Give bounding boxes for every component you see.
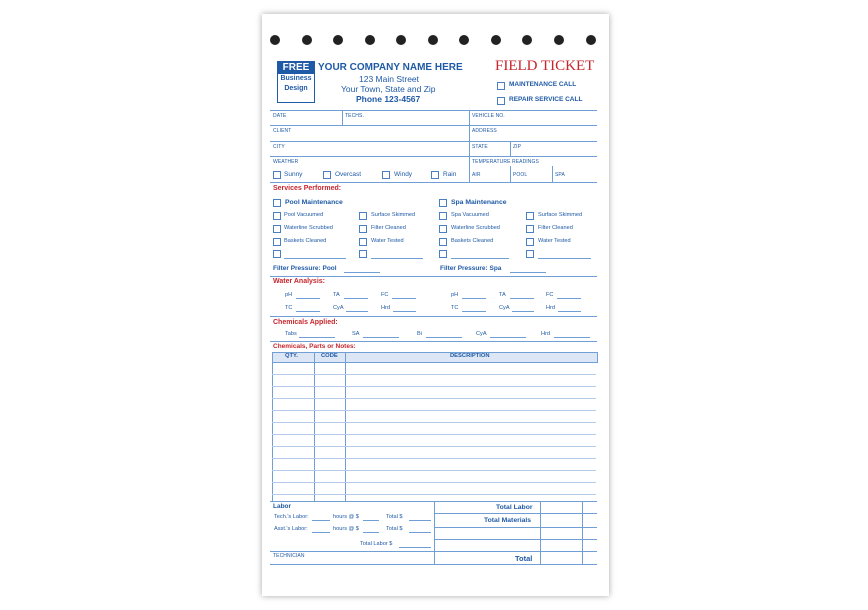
- grand-total-label: Total: [515, 554, 533, 563]
- weather-windy-checkbox[interactable]: [382, 171, 390, 179]
- pool-item: Pool Vacuumed: [284, 212, 324, 218]
- services-heading: Services Performed:: [273, 185, 342, 192]
- spa-ta-label: TA: [499, 292, 506, 298]
- pool-ph-label: pH: [285, 292, 293, 298]
- weather-sunny-label: Sunny: [284, 171, 303, 178]
- tech-labor-label: Tech.'s Labor:: [274, 514, 309, 520]
- spa-item: Spa Vacuumed: [451, 212, 489, 218]
- pool-hrd-label: Hrd: [381, 305, 391, 311]
- asst-hours-label: hours @ $: [333, 526, 359, 532]
- spa-waterline-checkbox[interactable]: [439, 225, 447, 233]
- pool-surface-skimmed-checkbox[interactable]: [359, 212, 367, 220]
- binder-hole: [270, 35, 280, 45]
- binder-hole: [491, 35, 501, 45]
- technician-label: TECHNICIAN: [273, 553, 305, 559]
- spa-filter-cleaned-checkbox[interactable]: [526, 225, 534, 233]
- water-analysis-heading: Water Analysis:: [273, 278, 325, 285]
- tech-total-label: Total $: [386, 514, 403, 520]
- pool-item: Filter Cleaned: [371, 225, 406, 231]
- spa-ph-label: pH: [451, 292, 459, 298]
- pool-waterline-checkbox[interactable]: [273, 225, 281, 233]
- spa-other-checkbox[interactable]: [526, 250, 534, 258]
- col-description: DESCRIPTION: [450, 353, 490, 359]
- maintenance-call-label: MAINTENANCE CALL: [509, 81, 577, 88]
- date-label: DATE: [273, 113, 287, 119]
- pool-other-checkbox[interactable]: [273, 250, 281, 258]
- total-materials-label: Total Materials: [484, 517, 532, 524]
- col-qty: QTY.: [285, 353, 298, 359]
- city-label: CITY: [273, 144, 285, 150]
- temp-pool-label: POOL: [513, 172, 528, 178]
- spa-other-checkbox[interactable]: [439, 250, 447, 258]
- binder-hole: [396, 35, 406, 45]
- company-phone: Phone 123-4567: [356, 94, 421, 104]
- chemical-hrd-label: Hrd: [541, 331, 551, 337]
- weather-rain-label: Rain: [443, 171, 457, 178]
- weather-windy-label: Windy: [394, 171, 413, 178]
- logo-line2: Business: [280, 75, 312, 82]
- spa-maintenance-checkbox[interactable]: [439, 199, 447, 207]
- binder-hole: [333, 35, 343, 45]
- spa-fc-label: FC: [546, 292, 554, 298]
- pool-fc-label: FC: [381, 292, 389, 298]
- notes-heading: Chemicals, Parts or Notes:: [273, 343, 356, 350]
- asst-labor-label: Asst.'s Labor:: [274, 526, 308, 532]
- logo-free: FREE: [278, 62, 314, 74]
- company-street: 123 Main Street: [359, 74, 420, 84]
- maintenance-call-checkbox[interactable]: [497, 82, 505, 90]
- pool-item: Surface Skimmed: [371, 212, 416, 218]
- weather-overcast-checkbox[interactable]: [323, 171, 331, 179]
- company-logo: [277, 61, 315, 103]
- temperature-label: TEMPERATURE READINGS: [472, 159, 539, 165]
- repair-call-label: REPAIR SERVICE CALL: [509, 96, 583, 103]
- pool-filter-cleaned-checkbox[interactable]: [359, 225, 367, 233]
- pool-water-tested-checkbox[interactable]: [359, 238, 367, 246]
- pool-item: Water Tested: [371, 238, 404, 244]
- spa-water-tested-checkbox[interactable]: [526, 238, 534, 246]
- spa-hrd-label: Hrd: [546, 305, 556, 311]
- spa-cya-label: CyA: [499, 305, 510, 311]
- filter-pressure-pool-label: Filter Pressure: Pool: [273, 265, 337, 272]
- labor-heading: Labor: [273, 503, 292, 510]
- tech-hours-label: hours @ $: [333, 514, 359, 520]
- binder-hole: [428, 35, 438, 45]
- vehicle-no-label: VEHICLE NO.: [472, 113, 505, 119]
- binder-hole: [459, 35, 469, 45]
- pool-vacuumed-checkbox[interactable]: [273, 212, 281, 220]
- address-label: ADDRESS: [472, 128, 497, 134]
- binder-hole: [522, 35, 532, 45]
- pool-maintenance-label: Pool Maintenance: [285, 199, 343, 206]
- pool-maintenance-checkbox[interactable]: [273, 199, 281, 207]
- spa-item: Baskets Cleaned: [451, 238, 494, 244]
- spa-item: Water Tested: [538, 238, 571, 244]
- spa-surface-skimmed-checkbox[interactable]: [526, 212, 534, 220]
- chemical-cya-label: CyA: [476, 331, 487, 337]
- spa-maintenance-label: Spa Maintenance: [451, 199, 507, 206]
- chemicals-applied-heading: Chemicals Applied:: [273, 319, 338, 326]
- weather-label: WEATHER: [273, 159, 299, 165]
- pool-cya-label: CyA: [333, 305, 344, 311]
- binder-hole: [365, 35, 375, 45]
- spa-item: Filter Cleaned: [538, 225, 573, 231]
- spa-item: Waterline Scrubbed: [451, 225, 500, 231]
- client-label: CLIENT: [273, 128, 292, 134]
- filter-pressure-spa-label: Filter Pressure: Spa: [440, 265, 502, 272]
- form-title: FIELD TICKET: [495, 58, 595, 74]
- col-code: CODE: [321, 353, 338, 359]
- spa-item: Surface Skimmed: [538, 212, 583, 218]
- weather-sunny-checkbox[interactable]: [273, 171, 281, 179]
- total-labor-dollar-label: Total Labor $: [360, 541, 393, 547]
- binder-hole: [554, 35, 564, 45]
- repair-call-checkbox[interactable]: [497, 97, 505, 105]
- pool-other-checkbox[interactable]: [359, 250, 367, 258]
- asst-total-label: Total $: [386, 526, 403, 532]
- pool-baskets-checkbox[interactable]: [273, 238, 281, 246]
- spa-vacuumed-checkbox[interactable]: [439, 212, 447, 220]
- company-name: YOUR COMPANY NAME HERE: [318, 62, 463, 73]
- chemical-tabs-label: Tabs: [285, 331, 297, 337]
- logo-line3: Design: [284, 85, 308, 92]
- techs-label: TECHS.: [345, 113, 364, 119]
- pool-item: Waterline Scrubbed: [284, 225, 333, 231]
- state-label: STATE: [472, 144, 488, 150]
- weather-overcast-label: Overcast: [335, 171, 362, 178]
- weather-rain-checkbox[interactable]: [431, 171, 439, 179]
- binder-hole: [586, 35, 596, 45]
- chemical-bi-label: Bi: [417, 331, 422, 337]
- pool-item: Baskets Cleaned: [284, 238, 327, 244]
- temp-air-label: AIR: [472, 172, 481, 178]
- chemical-sa-label: SA: [352, 331, 360, 337]
- zip-label: ZIP: [513, 144, 522, 150]
- spa-tc-label: TC: [451, 305, 459, 311]
- total-labor-label: Total Labor: [496, 504, 533, 511]
- pool-tc-label: TC: [285, 305, 293, 311]
- temp-spa-label: SPA: [555, 172, 565, 178]
- company-city: Your Town, State and Zip: [341, 84, 436, 94]
- pool-ta-label: TA: [333, 292, 340, 298]
- spa-baskets-checkbox[interactable]: [439, 238, 447, 246]
- field-ticket-form: [262, 14, 609, 596]
- binder-hole: [302, 35, 312, 45]
